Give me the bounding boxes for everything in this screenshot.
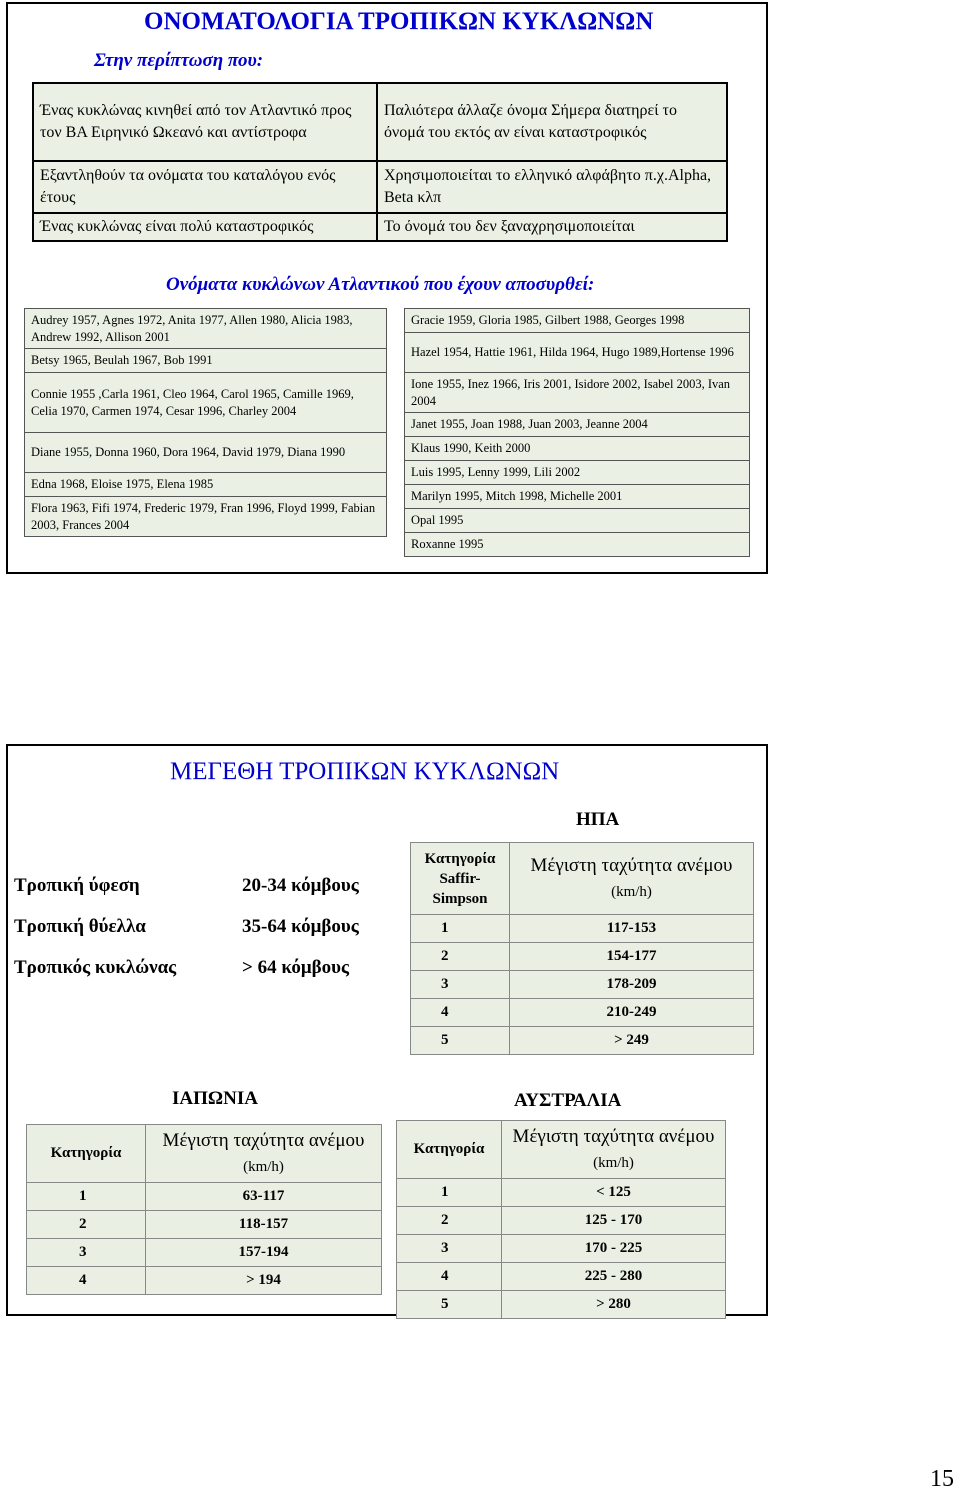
usa-header-unit: (km/h): [611, 883, 652, 900]
stage-name: Τροπικός κυκλώνας: [14, 957, 177, 978]
australia-category: 5: [397, 1291, 502, 1319]
usa-category: 2: [411, 943, 510, 971]
japan-speed: 118-157: [146, 1211, 382, 1239]
slide-sizes: [6, 744, 768, 1316]
japan-header-speed-text: Μέγιστη ταχύτητα ανέμου: [162, 1129, 365, 1151]
stage-speed: > 64 κόμβους: [242, 957, 349, 978]
retired-names-title: Ονόματα κυκλώνων Ατλαντικού που έχουν αποσυρθεί:: [166, 274, 595, 295]
usa-speed: 210-249: [510, 999, 754, 1027]
slide1-title: ΟΝΟΜΑΤΟΛΟΓΙΑ ΤΡΟΠΙΚΩΝ ΚΥΚΛΩΝΩΝ: [144, 8, 654, 35]
australia-category: 2: [397, 1207, 502, 1235]
japan-category: 3: [27, 1239, 146, 1267]
australia-speed: 225 - 280: [502, 1263, 726, 1291]
retired-names-group: Flora 1963, Fifi 1974, Frederic 1979, Fran 1996, Floyd 1999, Fabian 2003, Frances 2004: [25, 497, 387, 537]
japan-speed: > 194: [146, 1267, 382, 1295]
naming-rule-row: [33, 161, 727, 213]
australia-caption: ΑΥΣΤΡΑΛΙΑ: [514, 1090, 622, 1111]
usa-speed: 117-153: [510, 915, 754, 943]
australia-speed: > 280: [502, 1291, 726, 1319]
usa-speed: 154-177: [510, 943, 754, 971]
australia-category: 3: [397, 1235, 502, 1263]
usa-category: 4: [411, 999, 510, 1027]
australia-category: 4: [397, 1263, 502, 1291]
retired-names-right-table: [404, 308, 750, 557]
australia-speed: < 125: [502, 1179, 726, 1207]
retired-names-group: Hazel 1954, Hattie 1961, Hilda 1964, Hugo 1989,Hortense 1996: [405, 333, 750, 373]
usa-speed: 178-209: [510, 971, 754, 999]
retired-names-group: Marilyn 1995, Mitch 1998, Michelle 2001: [405, 485, 750, 509]
retired-names-group: Betsy 1965, Beulah 1967, Bob 1991: [25, 349, 387, 373]
rule-outcome: Το όνομά του δεν ξαναχρησιμοποιείται: [377, 213, 727, 241]
japan-category: 2: [27, 1211, 146, 1239]
retired-names-left-table: [24, 308, 387, 537]
stage-name: Τροπική ύφεση: [14, 875, 140, 896]
usa-caption: ΗΠΑ: [576, 809, 620, 830]
naming-rules-table: [32, 82, 728, 242]
australia-category: 1: [397, 1179, 502, 1207]
japan-category: 1: [27, 1183, 146, 1211]
slide2-title: ΜΕΓΕΘΗ ΤΡΟΠΙΚΩΝ ΚΥΚΛΩΝΩΝ: [170, 758, 560, 785]
rule-condition: Ένας κυκλώνας είναι πολύ καταστροφικός: [33, 213, 377, 241]
usa-category: 1: [411, 915, 510, 943]
retired-names-group: Klaus 1990, Keith 2000: [405, 437, 750, 461]
usa-header-speed-text: Μέγιστη ταχύτητα ανέμου: [530, 854, 733, 876]
japan-category: 4: [27, 1267, 146, 1295]
australia-header-unit: (km/h): [593, 1154, 634, 1171]
slide1-subtitle: Στην περίπτωση που:: [94, 50, 264, 71]
rule-outcome: Χρησιμοποιείται το ελληνικό αλφάβητο π.χ.Alpha, Beta κλπ: [377, 161, 727, 213]
retired-names-group: Audrey 1957, Agnes 1972, Anita 1977, Allen 1980, Alicia 1983, Andrew 1992, Allison 2001: [25, 309, 387, 349]
usa-scale-table: [410, 842, 754, 1055]
japan-header-speed: [146, 1125, 382, 1183]
page-number: 15: [930, 1466, 954, 1492]
japan-header-unit: (km/h): [243, 1158, 284, 1175]
japan-caption: ΙΑΠΩΝΙΑ: [172, 1088, 258, 1109]
retired-names-group: Ione 1955, Inez 1966, Iris 2001, Isidore 2002, Isabel 2003, Ivan 2004: [405, 373, 750, 413]
australia-header-category: Κατηγορία: [397, 1121, 502, 1179]
retired-names-group: Luis 1995, Lenny 1999, Lili 2002: [405, 461, 750, 485]
slide-naming: [6, 2, 768, 574]
japan-header-category: Κατηγορία: [27, 1125, 146, 1183]
japan-scale-table: [26, 1124, 382, 1295]
rule-outcome: Παλιότερα άλλαζε όνομα Σήμερα διατηρεί το όνομά του εκτός αν είναι καταστροφικός: [377, 83, 727, 161]
usa-category: 3: [411, 971, 510, 999]
retired-names-group: Gracie 1959, Gloria 1985, Gilbert 1988, Georges 1998: [405, 309, 750, 333]
retired-names-group: Opal 1995: [405, 509, 750, 533]
naming-rule-row: [33, 213, 727, 241]
naming-rule-row: [33, 83, 727, 161]
stage-speed: 20-34 κόμβους: [242, 875, 359, 896]
retired-names-group: Edna 1968, Eloise 1975, Elena 1985: [25, 473, 387, 497]
retired-names-group: Roxanne 1995: [405, 533, 750, 557]
rule-condition: Ένας κυκλώνας κινηθεί από τον Ατλαντικό προς τον ΒΑ Ειρηνικό Ωκεανό και αντίστροφα: [33, 83, 377, 161]
australia-speed: 125 - 170: [502, 1207, 726, 1235]
retired-names-group: Diane 1955, Donna 1960, Dora 1964, David 1979, Diana 1990: [25, 433, 387, 473]
retired-names-group: Connie 1955 ,Carla 1961, Cleo 1964, Carol 1965, Camille 1969, Celia 1970, Carmen 1974, Cesar 1996, Charley 2004: [25, 373, 387, 433]
usa-header-speed: [510, 843, 754, 915]
stage-name: Τροπική θύελλα: [14, 916, 146, 937]
japan-speed: 157-194: [146, 1239, 382, 1267]
usa-speed: > 249: [510, 1027, 754, 1055]
retired-names-group: Janet 1955, Joan 1988, Juan 2003, Jeanne 2004: [405, 413, 750, 437]
rule-condition: Εξαντληθούν τα ονόματα του καταλόγου ενός έτους: [33, 161, 377, 213]
australia-speed: 170 - 225: [502, 1235, 726, 1263]
australia-header-speed: [502, 1121, 726, 1179]
japan-speed: 63-117: [146, 1183, 382, 1211]
stage-speed: 35-64 κόμβους: [242, 916, 359, 937]
australia-header-speed-text: Μέγιστη ταχύτητα ανέμου: [512, 1125, 715, 1147]
usa-header-category: Κατηγορία Saffir-Simpson: [411, 843, 510, 915]
australia-scale-table: [396, 1120, 726, 1319]
usa-category: 5: [411, 1027, 510, 1055]
